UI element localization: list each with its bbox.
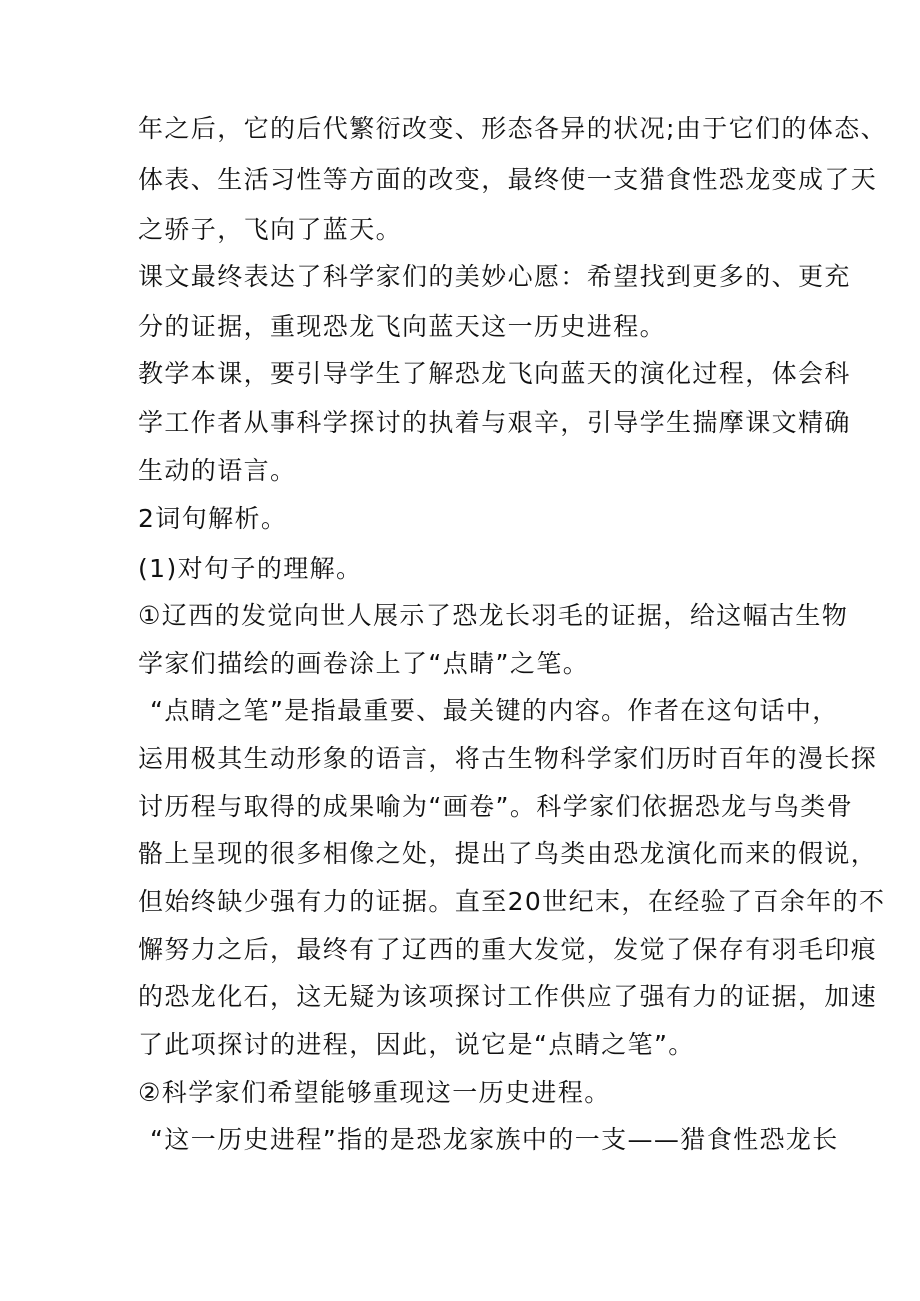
- text-line-1: 年之后，它的后代繁衍改变、形态各异的状况;由于它们的体态、: [138, 114, 888, 143]
- text-line-6: 教学本课，要引导学生了解恐龙飞向蓝天的演化过程，体会科: [138, 359, 851, 388]
- text-line-18: 懈努力之后，最终有了辽西的重大发觉，发觉了保存有羽毛印痕: [138, 935, 878, 964]
- text-line-12: 学家们描绘的画卷涂上了“点睛”之笔。: [138, 649, 590, 678]
- text-line-11: ①辽西的发觉向世人展示了恐龙长羽毛的证据，给这幅古生物: [138, 601, 849, 630]
- text-line-13: “点睛之笔”是指最重要、最关键的内容。作者在这句话中，: [150, 696, 839, 725]
- text-line-4: 课文最终表达了科学家们的美妙心愿：希望找到更多的、更充: [138, 262, 851, 291]
- text-line-7: 学工作者从事科学探讨的执着与艰辛，引导学生揣摩课文精确: [138, 408, 851, 437]
- text-line-14: 运用极其生动形象的语言，将古生物科学家们历时百年的漫长探: [138, 744, 878, 773]
- text-line-16: 骼上呈现的很多相像之处，提出了鸟类由恐龙演化而来的假说，: [138, 839, 878, 868]
- text-line-17: 但始终缺少强有力的证据。直至20世纪末，在经验了百余年的不: [138, 887, 886, 916]
- text-line-19: 的恐龙化石，这无疑为该项探讨工作供应了强有力的证据，加速: [138, 982, 878, 1011]
- subsection-heading: (1)对句子的理解。: [138, 554, 363, 583]
- text-line-3: 之骄子，飞向了蓝天。: [138, 215, 403, 244]
- text-line-20: 了此项探讨的进程，因此，说它是“点睛之笔”。: [138, 1030, 695, 1059]
- text-line-22: “这一历史进程”指的是恐龙家族中的一支——猎食性恐龙长: [150, 1125, 839, 1154]
- text-line-2: 体表、生活习性等方面的改变，最终使一支猎食性恐龙变成了天: [138, 165, 878, 194]
- section-heading: 2词句解析。: [138, 504, 288, 533]
- text-line-15: 讨历程与取得的成果喻为“画卷”。科学家们依据恐龙与鸟类骨: [138, 792, 854, 821]
- text-line-8: 生动的语言。: [138, 456, 297, 485]
- text-line-21: ②科学家们希望能够重现这一历史进程。: [138, 1078, 611, 1107]
- text-line-5: 分的证据，重现恐龙飞向蓝天这一历史进程。: [138, 312, 667, 341]
